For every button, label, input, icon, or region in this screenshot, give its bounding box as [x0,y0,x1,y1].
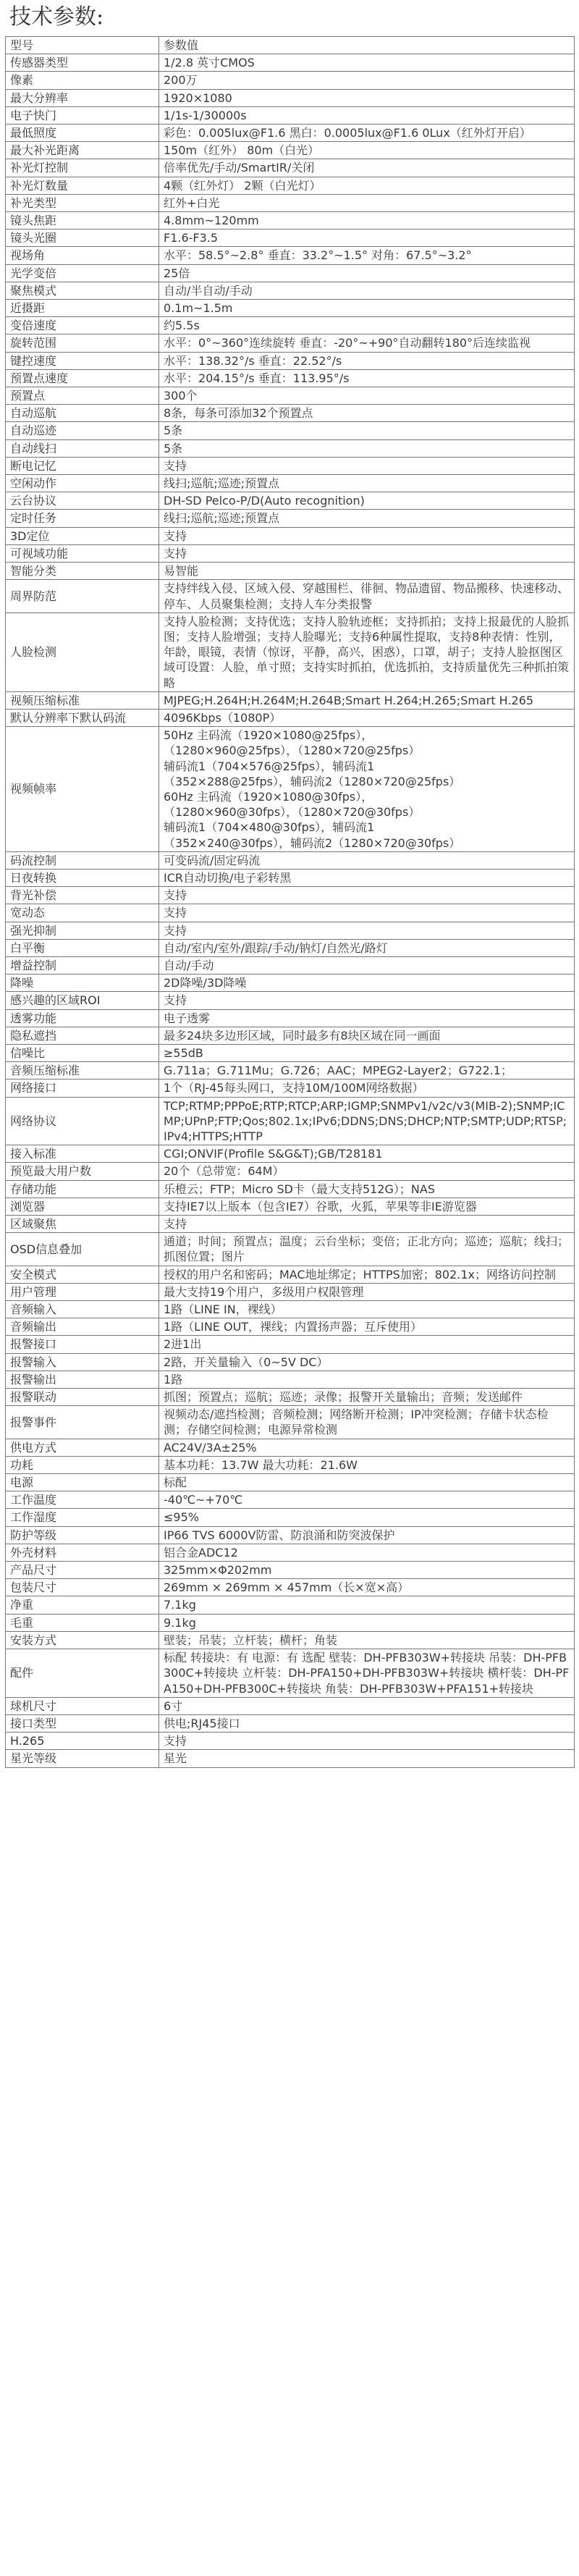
spec-label: 自动巡迹 [6,422,159,439]
spec-row [6,1456,575,1473]
spec-label: 包装尺寸 [6,1579,159,1596]
spec-value: 1路 [159,1371,575,1388]
spec-label: OSD信息叠加 [6,1233,159,1266]
spec-row [6,1544,575,1561]
spec-value: G.711a；G.711Mu；G.726；AAC；MPEG2-Layer2；G722.1； [159,1062,575,1079]
spec-value: 水平：58.5°~2.8° 垂直：33.2°~1.5° 对角：67.5°~3.2° [159,247,575,264]
spec-value: 0.1m~1.5m [159,300,575,317]
spec-row [6,1318,575,1336]
spec-row [6,956,575,974]
spec-row [6,580,575,613]
spec-label: 报警输入 [6,1353,159,1371]
spec-row [6,334,575,352]
spec-value: 8条，每条可添加32个预置点 [159,405,575,422]
spec-value: F1.6-F3.5 [159,230,575,247]
spec-row [6,563,575,580]
spec-label: 接口类型 [6,1714,159,1732]
spec-value: 约5.5s [159,317,575,334]
spec-label: 自动线扫 [6,439,159,457]
spec-label: 视场角 [6,247,159,264]
spec-value: -40℃~+70℃ [159,1491,575,1509]
spec-label: 存储功能 [6,1180,159,1197]
spec-row [6,1336,575,1353]
spec-value: 支持 [159,1733,575,1750]
spec-value: TCP;RTMP;PPPoE;RTP;RTCP;ARP;IGMP;SNMPv1/v2c/v3(MIB-2);SNMP;ICMP;UPnP;FTP;Qos;802.1x;IPv6;DDNS;DNS;DHCP;NTP;SMTP;UDP;RTSP;IPv4;HTTPS;HTTP [159,1097,575,1145]
spec-row [6,869,575,886]
spec-row [6,613,575,691]
spec-value: 2路，开关量输入（0~5V DC） [159,1353,575,1371]
spec-value: 2D降噪/3D降噪 [159,975,575,992]
spec-label: 镜头光圈 [6,230,159,247]
spec-label: 云台协议 [6,492,159,510]
spec-row [6,492,575,510]
spec-row [6,106,575,124]
spec-value: 支持 [159,922,575,939]
spec-row [6,212,575,230]
spec-value: 支持 [159,992,575,1009]
spec-label: 智能分类 [6,563,159,580]
spec-value: AC24V/3A±25% [159,1439,575,1456]
spec-value-line: （1280×960@25fps），（1280×720@25fps） [164,744,420,758]
spec-row [6,1733,575,1750]
spec-label: 电源 [6,1474,159,1491]
spec-value: 5条 [159,422,575,439]
spec-row [6,1750,575,1767]
spec-value: 铝合金ADC12 [159,1544,575,1561]
spec-value: 水平：0°~360°连续旋转 垂直：-20°~+90°自动翻转180°后连续监视 [159,334,575,352]
spec-value: 150m（红外） 80m（白光） [159,142,575,159]
spec-row [6,1697,575,1714]
spec-label: 自动巡航 [6,405,159,422]
spec-label: 球机尺寸 [6,1697,159,1714]
spec-value: 电子透雾 [159,1009,575,1027]
spec-value: 4.8mm~120mm [159,212,575,230]
spec-row [6,54,575,72]
spec-value: CGI;ONVIF(Profile S&G&T);GB/T28181 [159,1145,575,1163]
spec-value: 授权的用户名和密码；MAC地址绑定；HTTPS加密；802.1x；网络访问控制 [159,1266,575,1283]
spec-row [6,387,575,405]
spec-label: 网络接口 [6,1079,159,1097]
spec-row [6,1197,575,1215]
spec-row [6,1009,575,1027]
spec-value: 标配 转接块：有 电源：有 选配 壁装：DH-PFB303W+转接块 吊装：DH-PFB300C+转接块 立杆装：DH-PFA150+DH-PFB303W+转接块 横杆装：DH-PFA150+DH-PFB300C+转接块 角装：DH-PFB303W+PFA151+转接块 [159,1649,575,1698]
spec-row [6,1097,575,1145]
spec-label: 默认分辨率下默认码流 [6,709,159,726]
spec-label: 补光类型 [6,194,159,211]
spec-value-line: （1280×960@30fps），（1280×720@30fps） [164,805,420,820]
spec-value: 参数值 [159,37,575,54]
spec-label: 最低照度 [6,125,159,142]
spec-label: 接入标准 [6,1145,159,1163]
spec-label: 安装方式 [6,1631,159,1649]
spec-value: 倍率优先/手动/SmartIR/关闭 [159,159,575,177]
spec-value: 视频动态/遮挡检测；音频检测；网络断开检测；IP冲突检测；存储卡状态检测；存储空间检测；电源异常检测 [159,1406,575,1439]
spec-label: 变倍速度 [6,317,159,334]
spec-value-line: 50Hz 主码流（1920×1080@25fps）， [164,728,373,743]
spec-label: 视频压缩标准 [6,691,159,709]
spec-row [6,992,575,1009]
spec-value: 1/1s-1/30000s [159,106,575,124]
spec-row [6,300,575,317]
spec-value: 25倍 [159,264,575,282]
spec-row [6,369,575,387]
spec-label: 补光灯数量 [6,177,159,194]
spec-label: 防护等级 [6,1526,159,1544]
spec-row [6,544,575,562]
spec-label: 工作温度 [6,1491,159,1509]
spec-label: 镜头焦距 [6,212,159,230]
spec-value: IP66 TVS 6000V防雷、防浪涌和防突波保护 [159,1526,575,1544]
spec-label: 报警事件 [6,1406,159,1439]
spec-label: 功耗 [6,1456,159,1473]
spec-value: 2进1出 [159,1336,575,1353]
spec-row [6,1371,575,1388]
spec-label: 报警联动 [6,1389,159,1406]
spec-label: 最大补光距离 [6,142,159,159]
spec-row [6,125,575,142]
spec-row [6,1631,575,1649]
spec-value: 支持IE7以上版本（包含IE7）谷歌，火狐，苹果等非IE游览器 [159,1197,575,1215]
spec-value: 易智能 [159,563,575,580]
spec-value: 水平：138.32°/s 垂直：22.52°/s [159,352,575,369]
spec-row [6,939,575,956]
spec-label: 配件 [6,1649,159,1698]
spec-label: 隐私遮挡 [6,1027,159,1044]
spec-value: 支持 [159,904,575,922]
spec-label: 断电记忆 [6,457,159,474]
spec-row [6,1233,575,1266]
spec-label: 用户管理 [6,1283,159,1300]
spec-row [6,1614,575,1631]
spec-value: 最多24块多边形区域，同时最多有8块区域在同一画面 [159,1027,575,1044]
spec-value: 自动/半自动/手动 [159,282,575,299]
spec-label: 旋转范围 [6,334,159,352]
spec-value: 支持 [159,544,575,562]
spec-row [6,1649,575,1698]
spec-label: 聚焦模式 [6,282,159,299]
spec-label: 透雾功能 [6,1009,159,1027]
spec-row [6,247,575,264]
spec-label: 感兴趣的区域ROI [6,992,159,1009]
spec-row [6,89,575,106]
spec-value: 红外+白光 [159,194,575,211]
spec-row [6,142,575,159]
spec-value: 最大支持19个用户，多级用户权限管理 [159,1283,575,1300]
spec-value: 300个 [159,387,575,405]
spec-label: 信噪比 [6,1044,159,1061]
spec-row [6,159,575,177]
spec-label: 安全模式 [6,1266,159,1283]
spec-value: 供电;RJ45接口 [159,1714,575,1732]
spec-label: 定时任务 [6,510,159,527]
spec-value: 1路（LINE IN，裸线） [159,1301,575,1318]
spec-row [6,230,575,247]
spec-row [6,1526,575,1544]
spec-label: 报警输出 [6,1371,159,1388]
spec-label: 强光抑制 [6,922,159,939]
spec-row [6,691,575,709]
spec-value-line: 60Hz 主码流（1920×1080@30fps）， [164,789,373,804]
spec-row [6,1474,575,1491]
spec-label: 补光灯控制 [6,159,159,177]
spec-row [6,510,575,527]
spec-label: 最大分辨率 [6,89,159,106]
spec-value: DH-SD Pelco-P/D(Auto recognition) [159,492,575,510]
spec-value-line: （352×288@25fps），辅码流2（1280×720@25fps） [164,774,461,788]
spec-row [6,405,575,422]
spec-value: 1个（RJ-45每头网口，支持10M/100M网络数据） [159,1079,575,1097]
spec-row [6,1714,575,1732]
spec-row [6,1596,575,1614]
spec-value: 9.1kg [159,1614,575,1631]
spec-row [6,1301,575,1318]
spec-value: 支持绊线入侵、区域入侵、穿越围栏、徘徊、物品遗留、物品搬移、快速移动、停车、人员聚集检测；支持人车分类报警 [159,580,575,613]
spec-value: 线扫;巡航;巡迹;预置点 [159,510,575,527]
spec-value: 325mm×Φ202mm [159,1562,575,1579]
spec-label: 电子快门 [6,106,159,124]
spec-label: 背光补偿 [6,887,159,904]
spec-row [6,1509,575,1526]
spec-label: 网络协议 [6,1097,159,1145]
spec-value: 乐橙云；FTP；Micro SD卡（最大支持512G）；NAS [159,1180,575,1197]
spec-value: ≥55dB [159,1044,575,1061]
spec-row [6,475,575,492]
spec-label: 预置点 [6,387,159,405]
spec-row [6,851,575,869]
spec-value: 壁装；吊装；立杆装；横杆；角装 [159,1631,575,1649]
spec-value: 基本功耗：13.7W 最大功耗：21.6W [159,1456,575,1473]
spec-label: 工作湿度 [6,1509,159,1526]
spec-row [6,727,575,852]
spec-row [6,439,575,457]
spec-table [5,36,575,1768]
spec-row [6,904,575,922]
spec-value: 标配 [159,1474,575,1491]
spec-value: 自动/室内/室外/跟踪/手动/钠灯/自然光/路灯 [159,939,575,956]
spec-table-body [6,37,575,1768]
spec-value: 200万 [159,72,575,89]
spec-label: 像素 [6,72,159,89]
spec-label: 供电方式 [6,1439,159,1456]
spec-row [6,194,575,211]
spec-label: 音频输出 [6,1318,159,1336]
spec-label: 音频压缩标准 [6,1062,159,1079]
spec-row [6,317,575,334]
spec-label: 白平衡 [6,939,159,956]
spec-value-line: 辅码流1（704×480@30fps），辅码流1 [164,820,375,835]
spec-value: ≤95% [159,1509,575,1526]
spec-value: 1路（LINE OUT，裸线；内置扬声器；互斥使用） [159,1318,575,1336]
spec-value: 支持 [159,457,575,474]
spec-value: 5条 [159,439,575,457]
spec-row [6,922,575,939]
spec-label: 浏览器 [6,1197,159,1215]
spec-row [6,709,575,726]
spec-label: H.265 [6,1733,159,1750]
spec-value: 4096Kbps（1080P） [159,709,575,726]
spec-row [6,37,575,54]
spec-value: 星光 [159,1750,575,1767]
spec-value: 7.1kg [159,1596,575,1614]
spec-value: 支持 [159,887,575,904]
spec-value: 支持 [159,1216,575,1233]
spec-value: 支持人脸检测；支持优选；支持人脸轨迹框；支持抓拍；支持上报最优的人脸抓图；支持人脸增强；支持人脸曝光；支持6种属性提取，支持8种表情：性别，年龄，眼镜，表情（惊讶，平静，高兴，困惑），口罩，胡子；支持人脸抠图区域可设置：人脸，单寸照；支持实时抓拍，优选抓拍，支持质量优先三种抓拍策略 [159,613,575,691]
spec-label: 毛重 [6,1614,159,1631]
spec-row [6,1353,575,1371]
spec-value: 水平：204.15°/s 垂直：113.95°/s [159,369,575,387]
spec-label: 星光等级 [6,1750,159,1767]
spec-row [6,1180,575,1197]
spec-label: 日夜转换 [6,869,159,886]
spec-label: 近摄距 [6,300,159,317]
spec-label: 3D定位 [6,527,159,544]
spec-value: 通道；时间；预置点；温度；云台坐标；变倍；正北方向；巡迹；巡航；线扫；抓图位置；图片 [159,1233,575,1266]
spec-label: 键控速度 [6,352,159,369]
spec-row [6,422,575,439]
spec-label: 外壳材料 [6,1544,159,1561]
spec-label: 周界防范 [6,580,159,613]
spec-row [6,1044,575,1061]
spec-row [6,72,575,89]
spec-label: 预览最大用户数 [6,1163,159,1180]
spec-label: 增益控制 [6,956,159,974]
spec-row [6,1491,575,1509]
spec-row [6,1266,575,1283]
spec-row [6,457,575,474]
spec-label: 音频输入 [6,1301,159,1318]
spec-row [6,975,575,992]
spec-row [6,1163,575,1180]
spec-label: 传感器类型 [6,54,159,72]
spec-value: 自动/手动 [159,956,575,974]
spec-label: 净重 [6,1596,159,1614]
spec-row [6,1062,575,1079]
spec-label: 报警接口 [6,1336,159,1353]
spec-label: 产品尺寸 [6,1562,159,1579]
spec-row [6,1283,575,1300]
spec-label: 预置点速度 [6,369,159,387]
spec-row [6,352,575,369]
spec-row [6,1579,575,1596]
spec-value-line: （352×240@30fps），辅码流2（1280×720@30fps） [164,835,461,850]
spec-row [6,1145,575,1163]
spec-value-line: 辅码流1（704×576@25fps），辅码流1 [164,759,375,773]
spec-label: 型号 [6,37,159,54]
spec-value [159,727,575,852]
spec-row [6,1389,575,1406]
spec-value: 6寸 [159,1697,575,1714]
spec-value: 4颗（红外灯） 2颗（白光灯） [159,177,575,194]
spec-label: 视频帧率 [6,727,159,852]
spec-value: 抓图；预置点；巡航；巡迹；录像；报警开关量输出；音频；发送邮件 [159,1389,575,1406]
spec-row [6,527,575,544]
spec-label: 码流控制 [6,851,159,869]
spec-value: ICR自动切换/电子彩转黑 [159,869,575,886]
spec-value: MJPEG;H.264H;H.264M;H.264B;Smart H.264;H.265;Smart H.265 [159,691,575,709]
spec-value: 269mm × 269mm × 457mm（长×宽×高） [159,1579,575,1596]
spec-label: 可视域功能 [6,544,159,562]
spec-row [6,1216,575,1233]
spec-label: 光学变倍 [6,264,159,282]
spec-row [6,1439,575,1456]
spec-row [6,887,575,904]
spec-value: 彩色：0.005lux@F1.6 黑白：0.0005lux@F1.6 0Lux（红外灯开启） [159,125,575,142]
spec-value: 20个（总带宽：64M） [159,1163,575,1180]
spec-row [6,1079,575,1097]
spec-value: 可变码流/固定码流 [159,851,575,869]
spec-label: 人脸检测 [6,613,159,691]
spec-row [6,177,575,194]
spec-value: 支持 [159,527,575,544]
spec-row [6,1027,575,1044]
page-title: 技术参数: [9,4,104,30]
spec-row [6,264,575,282]
spec-value: 线扫;巡航;巡迹;预置点 [159,475,575,492]
spec-label: 宽动态 [6,904,159,922]
spec-row [6,282,575,299]
spec-label: 降噪 [6,975,159,992]
spec-value: 1920×1080 [159,89,575,106]
spec-row [6,1562,575,1579]
spec-label: 区域聚焦 [6,1216,159,1233]
spec-value: 1/2.8 英寸CMOS [159,54,575,72]
spec-row [6,1406,575,1439]
spec-label: 空闲动作 [6,475,159,492]
